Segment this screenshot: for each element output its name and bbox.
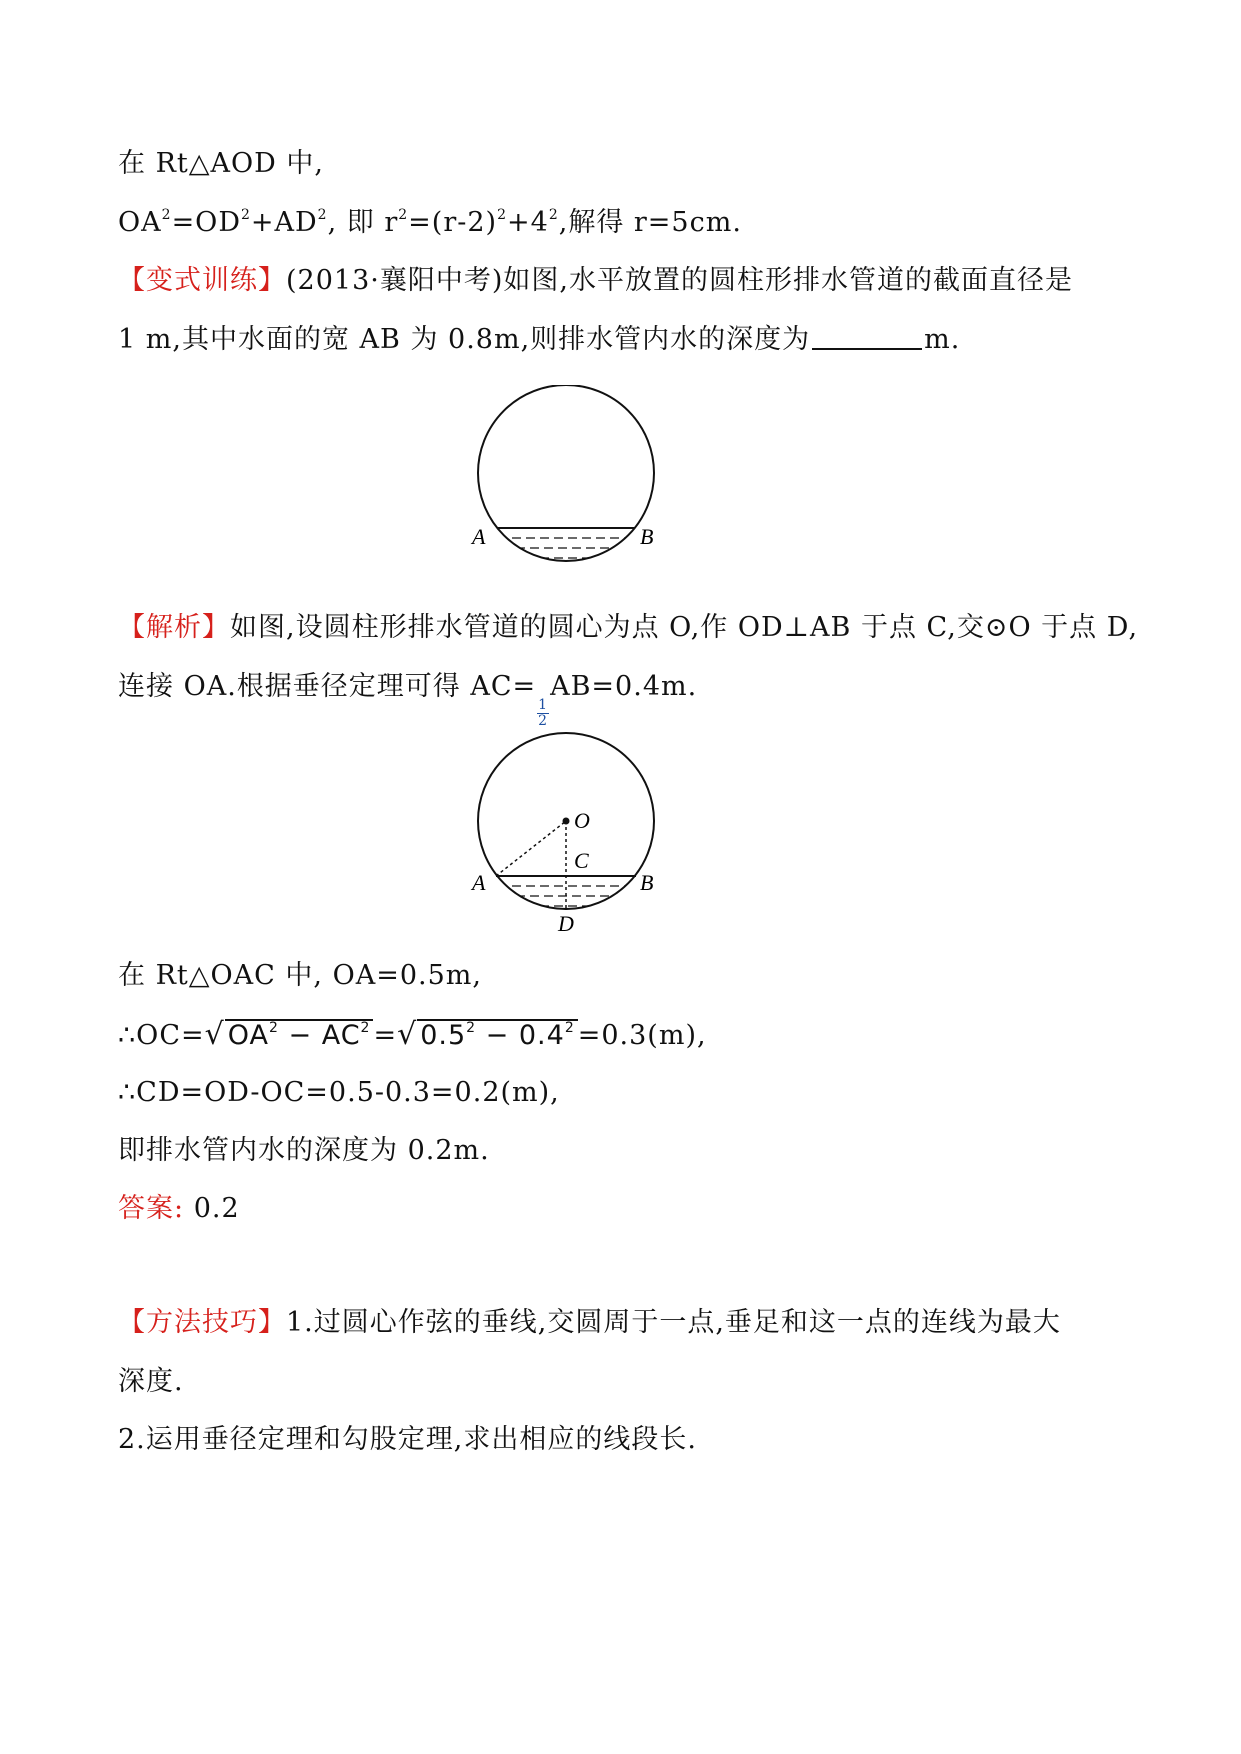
point-label-b: B	[640, 870, 654, 895]
radicand-term: OA	[227, 1020, 269, 1051]
answer-blank	[812, 326, 922, 350]
exercise-line-2	[118, 322, 960, 358]
pipe-circle	[478, 385, 654, 561]
segment-oa	[496, 821, 566, 876]
point-label-a: A	[472, 870, 486, 895]
pipe-figure-1	[470, 385, 700, 600]
method-tag: 【方法技巧】	[118, 1307, 286, 1338]
eq-sup: 2	[398, 207, 409, 223]
analysis-text: 连接 OA.根据垂径定理可得 AC=	[118, 671, 537, 702]
point-label-o: O	[574, 808, 590, 833]
eq-part: +4	[507, 207, 549, 238]
eq-sup: 2	[161, 207, 172, 223]
method-text: 1.过圆心作弦的垂线,交圆周于一点,垂足和这一点的连线为最大	[286, 1307, 1061, 1338]
radicand-sup: 2	[466, 1020, 477, 1036]
eq-sup: 2	[240, 207, 251, 223]
exercise-text: (2013·襄阳中考)如图,水平放置的圆柱形排水管道的截面直径是	[286, 265, 1073, 296]
sqrt-sign: √	[204, 1017, 225, 1052]
analysis-line-2	[118, 669, 697, 729]
calc-text: =	[373, 1020, 398, 1051]
eq-sup: 2	[497, 207, 507, 223]
analysis-tag: 【解析】	[118, 612, 230, 643]
exercise-tag: 【变式训练】	[118, 265, 286, 296]
radicand-sup: 2	[360, 1020, 371, 1036]
point-label-a: A	[472, 524, 486, 549]
eq-part: +AD	[250, 207, 318, 238]
answer-value: 0.2	[184, 1193, 240, 1224]
calc-line-3: ∴CD=OD-OC=0.5-0.3=0.2(m),	[118, 1077, 560, 1108]
answer-label: 答案:	[118, 1193, 185, 1224]
eq-part: ,解得 r=5cm.	[558, 207, 742, 238]
exercise-text: 1 m,其中水面的宽 AB 为 0.8m,则排水管内水的深度为	[118, 324, 811, 355]
sqrt-sign: √	[397, 1017, 418, 1052]
method-line-3: 2.运用垂径定理和勾股定理,求出相应的线段长.	[118, 1424, 697, 1455]
calc-text: =0.3(m),	[577, 1020, 707, 1051]
calc-line-1: 在 Rt△OAC 中, OA=0.5m,	[118, 960, 482, 991]
calc-line-4: 即排水管内水的深度为 0.2m.	[118, 1135, 490, 1166]
method-line-2: 深度.	[118, 1366, 184, 1397]
eq-part: =OD	[171, 207, 241, 238]
pipe-figure-2	[470, 728, 700, 943]
calc-text: ∴OC=	[118, 1020, 205, 1051]
method-line-1	[118, 1305, 1061, 1341]
radicand-sup: 2	[268, 1020, 279, 1036]
sqrt-radicand	[417, 1019, 578, 1051]
eq-part: =(r-2)	[408, 207, 498, 238]
analysis-line-1	[118, 610, 1138, 646]
fraction	[537, 698, 549, 729]
fraction-denominator: 2	[538, 713, 549, 729]
exercise-unit: m.	[924, 324, 961, 355]
radicand-term: − AC	[278, 1020, 361, 1051]
analysis-text: 如图,设圆柱形排水管道的圆心为点 O,作 OD⊥AB 于点 C,交⊙O 于点 D,	[230, 612, 1139, 643]
radicand-sup: 2	[564, 1020, 575, 1036]
radicand-term: 0.5	[420, 1020, 467, 1051]
eq-part: , 即 r	[327, 207, 399, 238]
point-label-b: B	[640, 524, 654, 549]
analysis-text: AB=0.4m.	[550, 671, 698, 702]
point-label-c: C	[574, 848, 589, 873]
calc-line-2	[118, 1017, 707, 1054]
text-line: 在 Rt△AOD 中,	[118, 148, 324, 179]
center-point	[563, 818, 570, 825]
radicand-term: − 0.4	[476, 1020, 565, 1051]
exercise-line-1	[118, 263, 1073, 299]
answer-line	[118, 1191, 240, 1227]
fraction-numerator: 1	[538, 697, 549, 713]
sqrt-radicand	[225, 1019, 374, 1051]
eq-sup: 2	[548, 207, 559, 223]
eq-sup: 2	[317, 207, 328, 223]
eq-part: OA	[118, 207, 162, 238]
point-label-d: D	[558, 911, 574, 936]
equation-line	[118, 205, 742, 241]
